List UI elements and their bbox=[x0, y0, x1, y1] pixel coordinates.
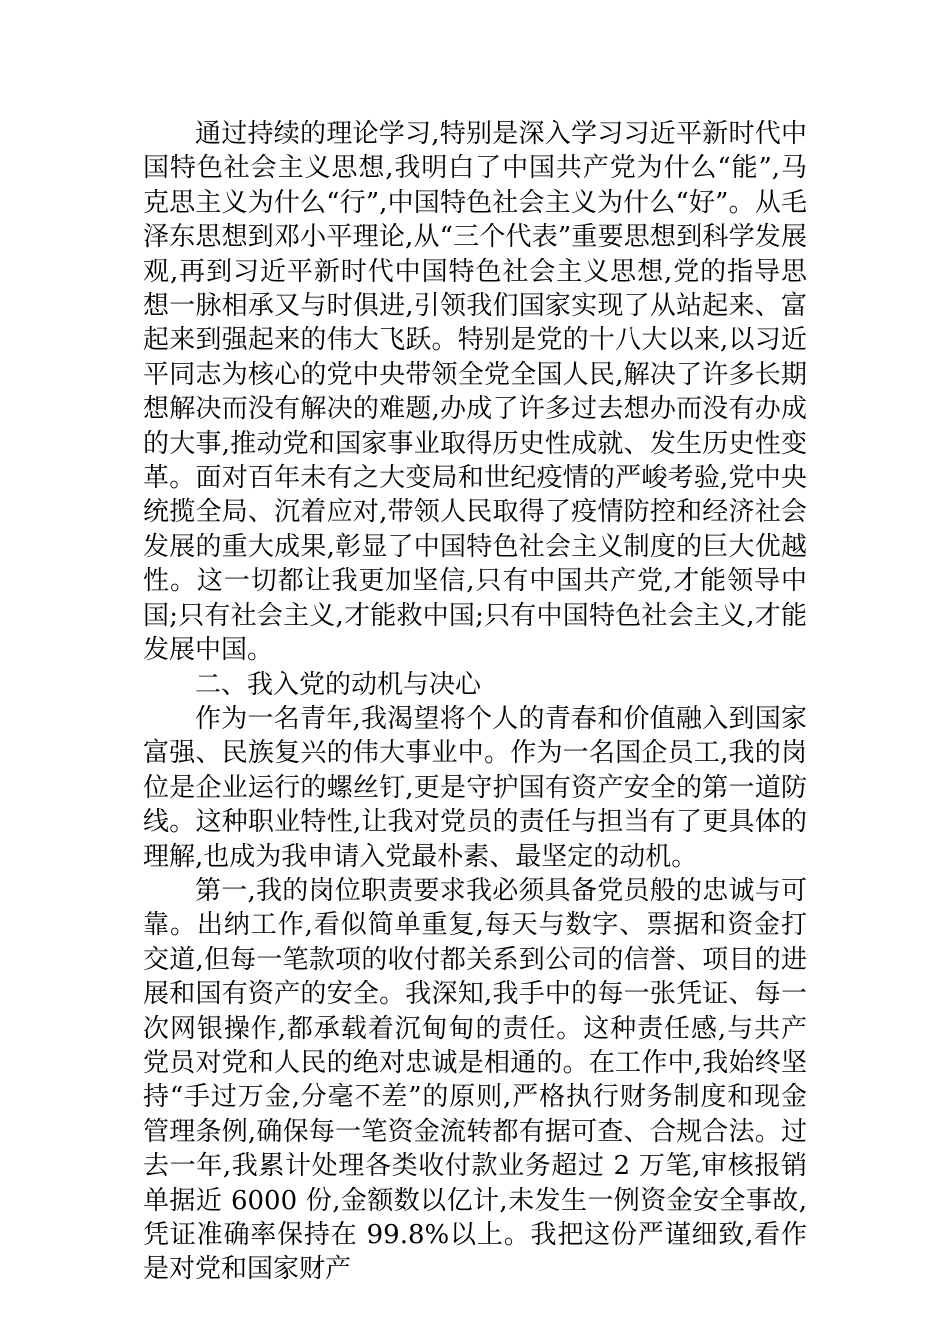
paragraph-motivation: 作为一名青年,我渴望将个人的青春和价值融入到国家富强、民族复兴的伟大事业中。作为一名国企员工,我的岗位是企业运行的螺丝钉,更是守护国有资产安全的第一道防线。这种职业特性,让我对党员的责任与担当有了更具体的理解,也成为我申请入党最朴素、最坚定的动机。 bbox=[143, 703, 807, 872]
paragraph-theory-study: 通过持续的理论学习,特别是深入学习习近平新时代中国特色社会主义思想,我明白了中国共产党为什么“能”,马克思主义为什么“行”,中国特色社会主义为什么“好”。从毛泽东思想到邓小平理论,从“三个代表”重要思想到科学发展观,再到习近平新时代中国特色社会主义思想,党的指导思想一脉相承又与时俱进,引领我们国家实现了从站起来、富起来到强起来的伟大飞跃。特别是党的十八大以来,以习近平同志为核心的党中央带领全党全国人民,解决了许多长期想解决而没有解决的难题,办成了许多过去想办而没有办成的大事,推动党和国家事业取得历史性成就、发生历史性变革。面对百年未有之大变局和世纪疫情的严峻考验,党中央统揽全局、沉着应对,带领人民取得了疫情防控和经济社会发展的重大成果,彰显了中国特色社会主义制度的巨大优越性。这一切都让我更加坚信,只有中国共产党,才能领导中国;只有社会主义,才能救中国;只有中国特色社会主义,才能发展中国。 bbox=[143, 119, 807, 666]
document-body bbox=[143, 117, 807, 1287]
section-heading-motivation: 二、我入党的动机与决心 bbox=[195, 669, 482, 700]
paragraph-first-point: 第一,我的岗位职责要求我必须具备党员般的忠诚与可靠。出纳工作,看似简单重复,每天与数字、票据和资金打交道,但每一笔款项的收付都关系到公司的信誉、项目的进展和国有资产的安全。我深知,我手中的每一张凭证、每一次网银操作,都承载着沉甸甸的责任。这种责任感,与共产党员对党和人民的绝对忠诚是相通的。在工作中,我始终坚持“手过万金,分毫不差”的原则,严格执行财务制度和现金管理条例,确保每一笔资金流转都有据可查、合规合法。过去一年,我累计处理各类收付款业务超过 2 万笔,审核报销单据近 6000 份,金额数以亿计,未发生一例资金安全事故,凭证准确率保持在 99.8%以上。我把这份严谨细致,看作是对党和国家财产 bbox=[143, 875, 807, 1285]
